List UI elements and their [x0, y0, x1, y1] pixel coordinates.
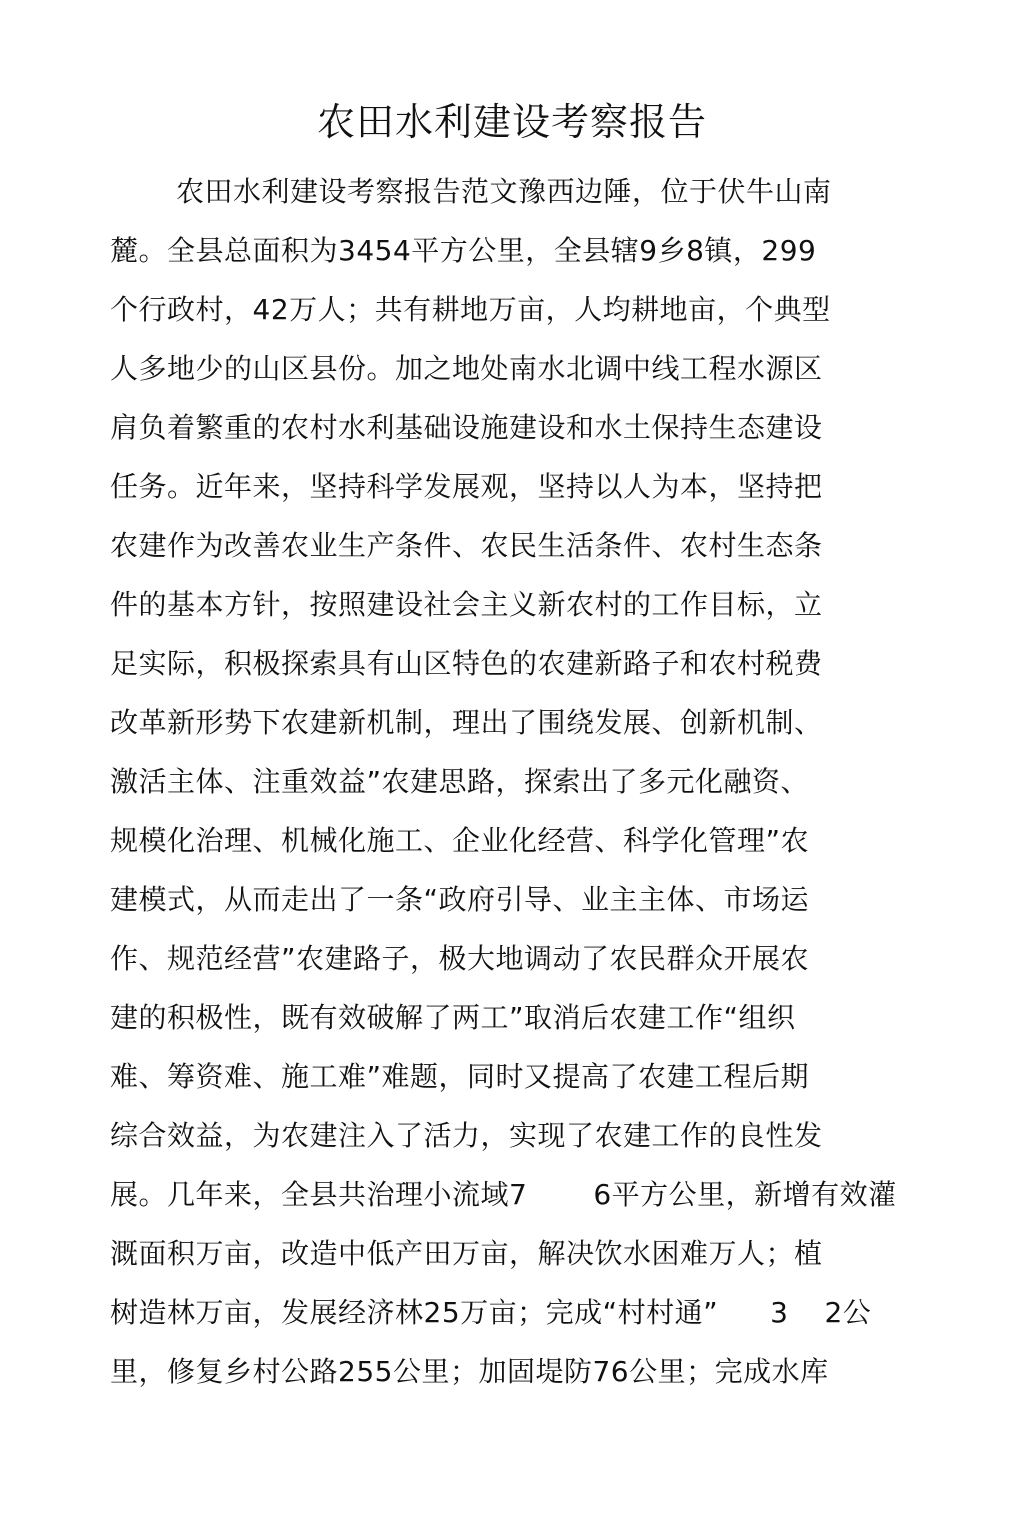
paragraph-line: 麓。全县总面积为3454平方公里，全县辖9乡8镇，299 — [110, 234, 817, 267]
paragraph-line: 人多地少的山区县份。加之地处南水北调中线工程水源区 — [110, 352, 823, 385]
paragraph-line: 件的基本方针，按照建设社会主义新农村的工作目标，立 — [110, 588, 823, 621]
paragraph-line: 足实际，积极探索具有山区特色的农建新路子和农村税费 — [110, 647, 823, 680]
paragraph-line: 规模化治理、机械化施工、企业化经营、科学化管理”农 — [110, 824, 810, 857]
line-segment: 2公 — [824, 1296, 872, 1329]
paragraph-line: 任务。近年来，坚持科学发展观，坚持以人为本，坚持把 — [110, 470, 823, 503]
paragraph-line: 建模式，从而走出了一条“政府引导、业主主体、市场运 — [110, 883, 810, 916]
paragraph-line: 里，修复乡村公路255公里；加固堤防76公里；完成水库 — [110, 1355, 829, 1388]
paragraph-line: 建的积极性，既有效破解了两工”取消后农建工作“组织 — [110, 1001, 796, 1034]
document-title: 农田水利建设考察报告 — [316, 100, 707, 144]
paragraph-line — [110, 1291, 871, 1335]
paragraph-line: 作、规范经营”农建路子，极大地调动了农民群众开展农 — [110, 942, 810, 975]
paragraph-line: 农田水利建设考察报告范文豫西边陲，位于伏牛山南 — [176, 175, 832, 208]
paragraph-line: 难、筹资难、施工难”难题，同时又提高了农建工程后期 — [110, 1060, 810, 1093]
paragraph-line — [110, 1173, 897, 1217]
paragraph-line: 综合效益，为农建注入了活力，实现了农建工作的良性发 — [110, 1119, 823, 1152]
paragraph-line: 溉面积万亩，改造中低产田万亩，解决饮水困难万人；植 — [110, 1237, 823, 1270]
line-segment: 3 — [770, 1296, 789, 1329]
paragraph-line: 农建作为改善农业生产条件、农民生活条件、农村生态条 — [110, 529, 823, 562]
paragraph-line: 个行政村，42万人；共有耕地万亩，人均耕地亩，个典型 — [110, 293, 831, 326]
line-segment: 6平方公里，新增有效灌 — [593, 1178, 897, 1211]
line-segment: 树造林万亩，发展经济林25万亩；完成“村村通” — [110, 1296, 719, 1329]
paragraph-line: 肩负着繁重的农村水利基础设施建设和水土保持生态建设 — [110, 411, 823, 444]
paragraph-line: 改革新形势下农建新机制，理出了围绕发展、创新机制、 — [110, 706, 823, 739]
paragraph-line: 激活主体、注重效益”农建思路，探索出了多元化融资、 — [110, 765, 810, 798]
line-segment: 展。几年来，全县共治理小流域7 — [110, 1178, 528, 1211]
